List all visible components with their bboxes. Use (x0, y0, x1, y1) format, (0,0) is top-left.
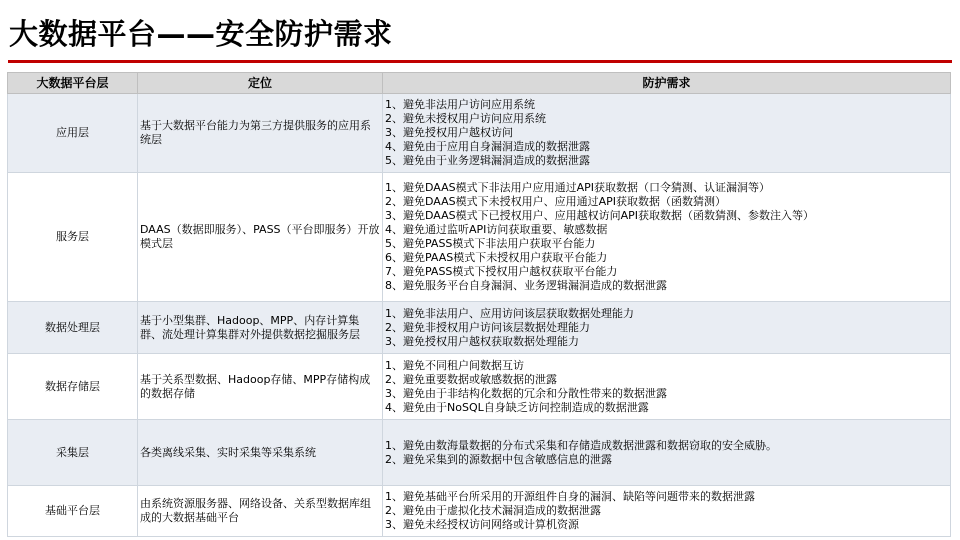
table-row (8, 420, 951, 486)
need-item: 1、避免非法用户、应用访问该层获取数据处理能力 (385, 306, 634, 320)
row-position: 基于大数据平台能力为第三方提供服务的应用系统层 (138, 94, 383, 173)
need-item: 4、避免由于应用自身漏洞造成的数据泄露 (385, 140, 590, 153)
need-item: 4、避免通过监听API访问获取重要、敏感数据 (385, 223, 608, 236)
need-item: 3、避免由于非结构化数据的冗余和分散性带来的数据泄露 (385, 386, 667, 400)
need-item: 1、避免由数海量数据的分布式采集和存储造成数据泄露和数据窃取的安全威胁。 (385, 438, 777, 452)
header-needs: 防护需求 (383, 73, 951, 94)
row-layer: 数据存储层 (8, 354, 138, 420)
need-item: 2、避免未授权用户访问应用系统 (385, 112, 546, 125)
need-item: 3、避免DAAS模式下已授权用户、应用越权访问API获取数据（函数猜测、参数注入等） (385, 209, 815, 222)
row-needs (383, 94, 951, 173)
need-item: 3、避免授权用户越权访问 (385, 126, 513, 139)
table-header-row (8, 73, 951, 94)
need-item: 1、避免DAAS模式下非法用户应用通过API获取数据（口令猜测、认证漏洞等） (385, 181, 771, 194)
security-requirements-table (7, 72, 951, 537)
need-item: 8、避免服务平台自身漏洞、业务逻辑漏洞造成的数据泄露 (385, 279, 667, 292)
row-needs (383, 173, 951, 302)
need-item: 1、避免不同租户间数据互访 (385, 358, 524, 372)
row-layer: 服务层 (8, 173, 138, 302)
need-item: 1、避免非法用户访问应用系统 (385, 98, 535, 111)
header-position: 定位 (138, 73, 383, 94)
need-item: 4、避免由于NoSQL自身缺乏访问控制造成的数据泄露 (385, 400, 649, 414)
row-needs (383, 354, 951, 420)
row-layer: 采集层 (8, 420, 138, 486)
need-item: 2、避免由于虚拟化技术漏洞造成的数据泄露 (385, 504, 601, 517)
row-position: DAAS（数据即服务）、PASS（平台即服务）开放模式层 (138, 173, 383, 302)
table-row (8, 173, 951, 302)
row-position: 基于关系型数据、Hadoop存储、MPP存储构成的数据存储 (138, 354, 383, 420)
row-position: 基于小型集群、Hadoop、MPP、内存计算集群、流处理计算集群对外提供数据挖掘服务层 (138, 302, 383, 354)
row-needs (383, 486, 951, 537)
table-row (8, 94, 951, 173)
need-item: 2、避免DAAS模式下未授权用户、应用通过API获取数据（函数猜测） (385, 195, 727, 208)
need-item: 7、避免PASS模式下授权用户越权获取平台能力 (385, 265, 618, 278)
need-item: 1、避免基础平台所采用的开源组件自身的漏洞、缺陷等问题带来的数据泄露 (385, 490, 755, 503)
need-item: 2、避免非授权用户访问该层数据处理能力 (385, 320, 590, 334)
row-layer: 基础平台层 (8, 486, 138, 537)
page-title: 大数据平台——安全防护需求 (9, 17, 393, 51)
need-item: 2、避免重要数据或敏感数据的泄露 (385, 372, 557, 386)
need-item: 2、避免采集到的源数据中包含敏感信息的泄露 (385, 452, 612, 466)
need-item: 6、避免PAAS模式下未授权用户获取平台能力 (385, 251, 608, 264)
row-layer: 数据处理层 (8, 302, 138, 354)
header-layer: 大数据平台层 (8, 73, 138, 94)
need-item: 5、避免PASS模式下非法用户获取平台能力 (385, 237, 596, 250)
row-layer: 应用层 (8, 94, 138, 173)
row-position: 由系统资源服务器、网络设备、关系型数据库组成的大数据基础平台 (138, 486, 383, 537)
need-item: 3、避免未经授权访问网络或计算机资源 (385, 518, 579, 531)
row-needs (383, 302, 951, 354)
need-item: 5、避免由于业务逻辑漏洞造成的数据泄露 (385, 154, 590, 167)
row-needs (383, 420, 951, 486)
table-row (8, 354, 951, 420)
title-underline (8, 60, 952, 63)
table-row (8, 302, 951, 354)
need-item: 3、避免授权用户越权获取数据处理能力 (385, 334, 579, 348)
row-position: 各类离线采集、实时采集等采集系统 (138, 420, 383, 486)
table-row (8, 486, 951, 537)
